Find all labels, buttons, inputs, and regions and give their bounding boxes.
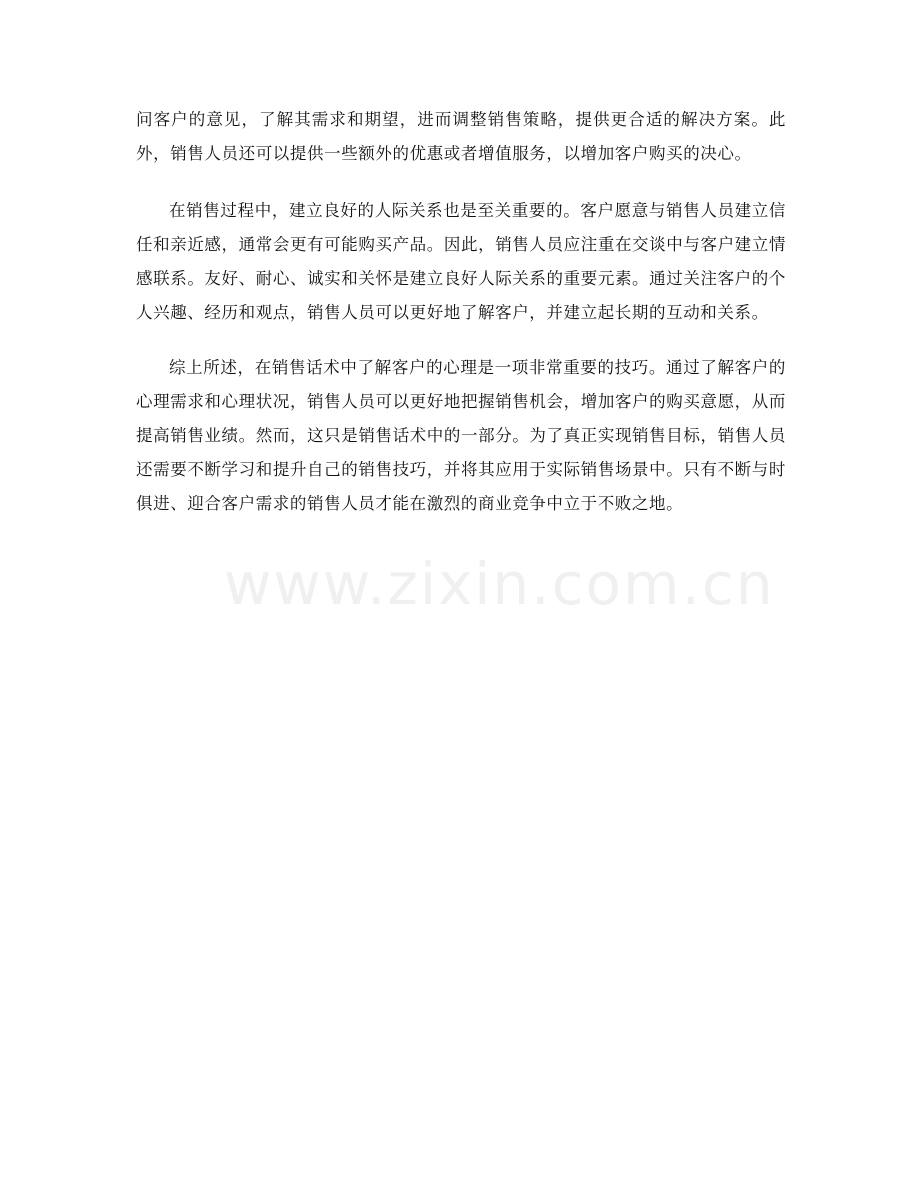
- paragraph-relationships: 在销售过程中，建立良好的人际关系也是至关重要的。客户愿意与销售人员建立信任和亲近感，通常会更有可能购买产品。因此，销售人员应注重在交谈中与客户建立情感联系。友好、耐心、诚实和关怀是建立良好人际关系的重要元素。通过关注客户的个人兴趣、经历和观点，销售人员可以更好地了解客户，并建立起长期的互动和关系。: [136, 201, 786, 322]
- watermark-text: www.zixin.com.cn: [224, 550, 775, 618]
- document-body: [136, 103, 786, 521]
- paragraph-continuation: 问客户的意见，了解其需求和期望，进而调整销售策略，提供更合适的解决方案。此外，销售人员还可以提供一些额外的优惠或者增值服务，以增加客户购买的决心。: [136, 110, 786, 163]
- paragraph-conclusion: 综上所述，在销售话术中了解客户的心理是一项非常重要的技巧。通过了解客户的心理需求和心理状况，销售人员可以更好地把握销售机会，增加客户的购买意愿，从而提高销售业绩。然而，这只是销售话术中的一部分。为了真正实现销售目标，销售人员还需要不断学习和提升自己的销售技巧，并将其应用于实际销售场景中。只有不断与时俱进、迎合客户需求的销售人员才能在激烈的商业竞争中立于不败之地。: [136, 358, 786, 513]
